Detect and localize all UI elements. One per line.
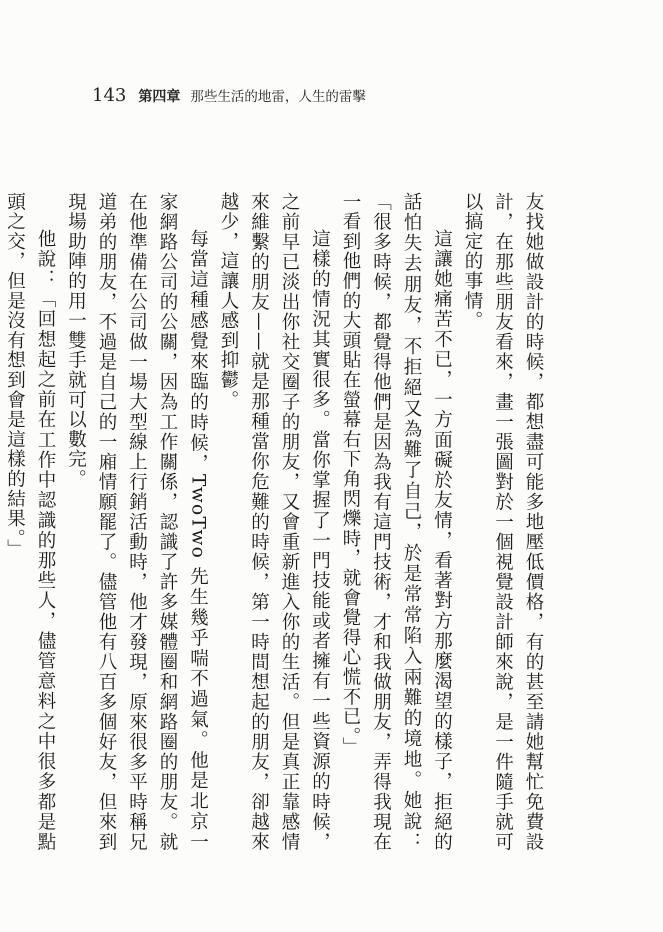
chapter-title: 那些生活的地雷，人生的雷擊 bbox=[190, 89, 366, 105]
paragraph-1: 友找她做設計的時候，都想盡可能多地壓低價格，有的甚至請她幫忙免費設計，在那些朋友看來，畫一張圖對於一個視覺設計師來說，是一件隨手就可以搞定的事情。 bbox=[462, 192, 544, 852]
chapter-label: 第四章 bbox=[138, 89, 181, 105]
vertical-body-text bbox=[4, 192, 548, 852]
page-number: 143 bbox=[92, 85, 127, 106]
paragraph-5: 他說：「回想起之前在工作中認識的那些人，儘管意料之中很多都是點頭之交，但是沒有想到會是這樣的結果。」 bbox=[4, 192, 56, 852]
running-header bbox=[92, 85, 366, 109]
paragraph-3: 這樣的情況其實很多。當你掌握了一門技能或者擁有一些資源的時候，之前早已淡出你社交圈子的朋友，又會重新進入你的生活。但是真正靠感情來維繫的朋友——就是那種當你危難的時候，第一時間想起的朋友，卻越來越少，這讓人感到抑鬱。 bbox=[218, 192, 331, 852]
paragraph-4: 每當這種感覺來臨的時候，TwoTwo 先生幾乎喘不過氣。他是北京一家網路公司的公關，因為工作關係，認識了許多媒體圈和網路圈的朋友。就在他準備在公司做一場大型線上行銷活動時，他才發現，原來很多平時稱兄道弟的朋友，不過是自己的一廂情願罷了。儘管他有八百多個好友，但來到現場助陣的用一雙手就可以數完。 bbox=[65, 192, 209, 852]
paragraph-2: 這讓她痛苦不已，一方面礙於友情，看著對方那麼渴望的樣子，拒絕的話怕失去朋友，不拒絕又為難了自己，於是常常陷入兩難的境地。她說：「很多時候，都覺得他們是因為我有這門技術，才和我做朋友，弄得我現在一看到他們的大頭貼在螢幕右下角閃爍時，就會覺得心慌不已。」 bbox=[340, 192, 453, 852]
